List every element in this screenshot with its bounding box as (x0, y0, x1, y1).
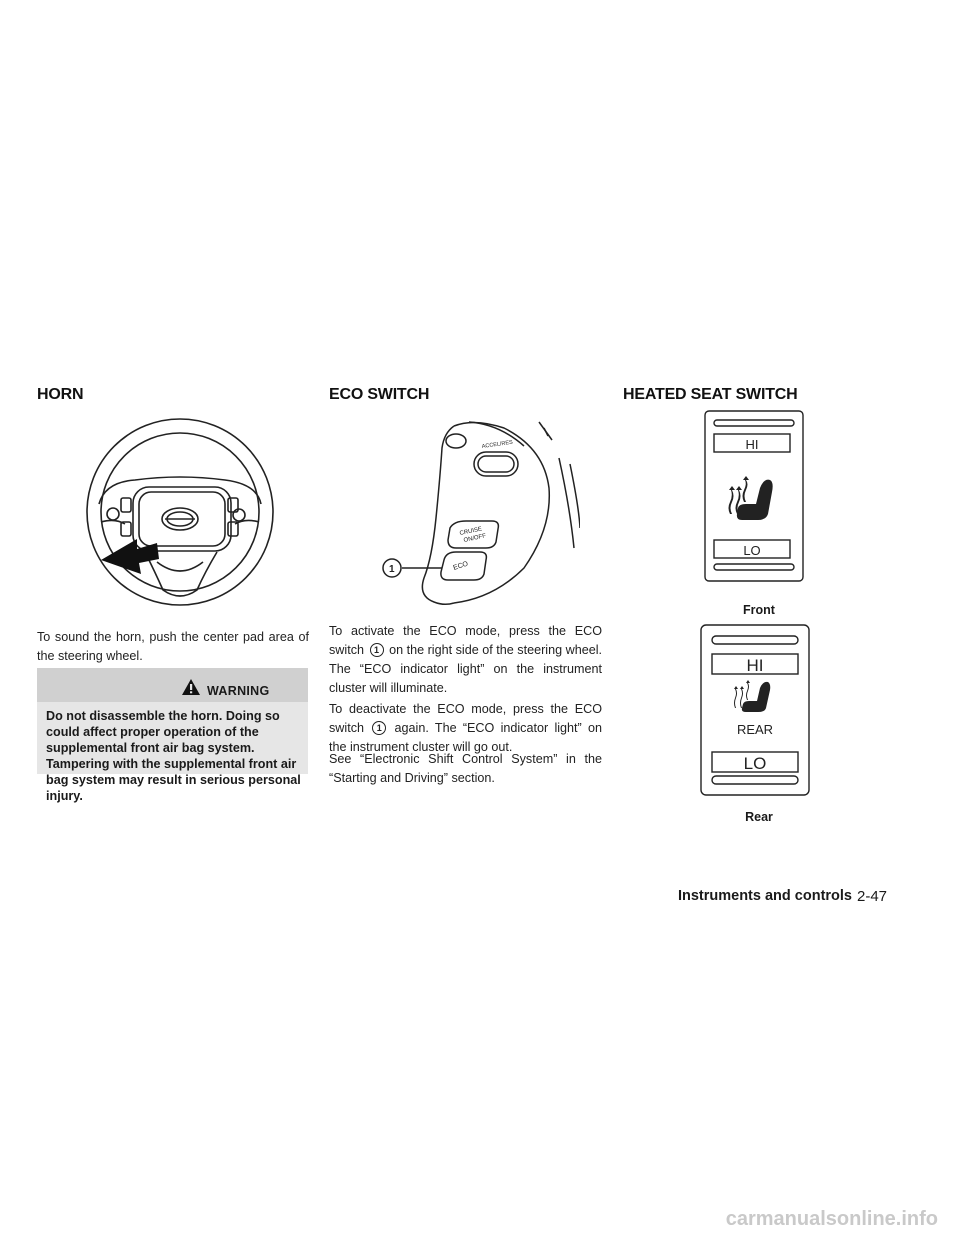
eco-deactivate-text-b: again. The “ECO indicator light” on the instrument cluster will go out. (329, 721, 603, 754)
rear-lo-label: LO (743, 754, 767, 773)
warning-label: WARNING (207, 684, 270, 698)
front-hi-label: HI (745, 437, 759, 452)
footer-page-number: 2-47 (857, 888, 888, 905)
marker-1: 1 (372, 721, 386, 735)
front-heated-seat-switch (704, 410, 804, 582)
diagram-label-eco: ECO (452, 560, 470, 572)
footer-section-title: Instruments and controls (677, 888, 852, 904)
watermark: carmanualsonline.info (725, 1208, 938, 1230)
heated-seat-heading: HEATED SEAT SWITCH (623, 386, 798, 403)
marker-1: 1 (370, 643, 384, 657)
rear-hi-label: HI (746, 656, 764, 675)
warning-triangle-icon (181, 678, 201, 696)
horn-heading: HORN (37, 386, 84, 403)
steering-wheel-illustration (85, 412, 285, 614)
eco-activate-text-a: To activate the ECO mode, press the ECO switch (329, 624, 602, 657)
horn-body-text: To sound the horn, push the center pad area of the steering wheel. (37, 630, 309, 663)
front-lo-label: LO (743, 543, 761, 558)
diagram-label-onoff: ON/OFF (463, 533, 487, 544)
warning-text: Do not disassemble the horn. Doing so could affect proper operation of the supplemental front air bag system. Tampering with the supplemental front air bag system may result in serious personal injury. (46, 709, 301, 803)
eco-activate-text (329, 622, 602, 698)
rear-zone-label: REAR (736, 722, 774, 737)
diagram-callout-1: 1 (389, 564, 395, 575)
rear-caption: Rear (745, 810, 773, 824)
diagram-label-accel: ACCEL/RES (481, 439, 514, 450)
front-caption: Front (743, 603, 775, 617)
eco-heading: ECO SWITCH (329, 386, 430, 403)
eco-reference-text: See “Electronic Shift Control System” in the “Starting and Driving” section. (329, 752, 602, 785)
eco-deactivate-text-a: To deactivate the ECO mode, press the ECO switch (329, 702, 602, 735)
rear-heated-seat-switch (700, 624, 810, 796)
diagram-label-cruise: CRUISE (459, 526, 483, 537)
eco-switch-illustration (374, 418, 580, 608)
warning-box (37, 668, 308, 803)
eco-deactivate-text (329, 700, 602, 757)
eco-activate-text-b: on the right side of the steering wheel. The “ECO indicator light” on the instrument cluster will illuminate. (329, 643, 603, 695)
